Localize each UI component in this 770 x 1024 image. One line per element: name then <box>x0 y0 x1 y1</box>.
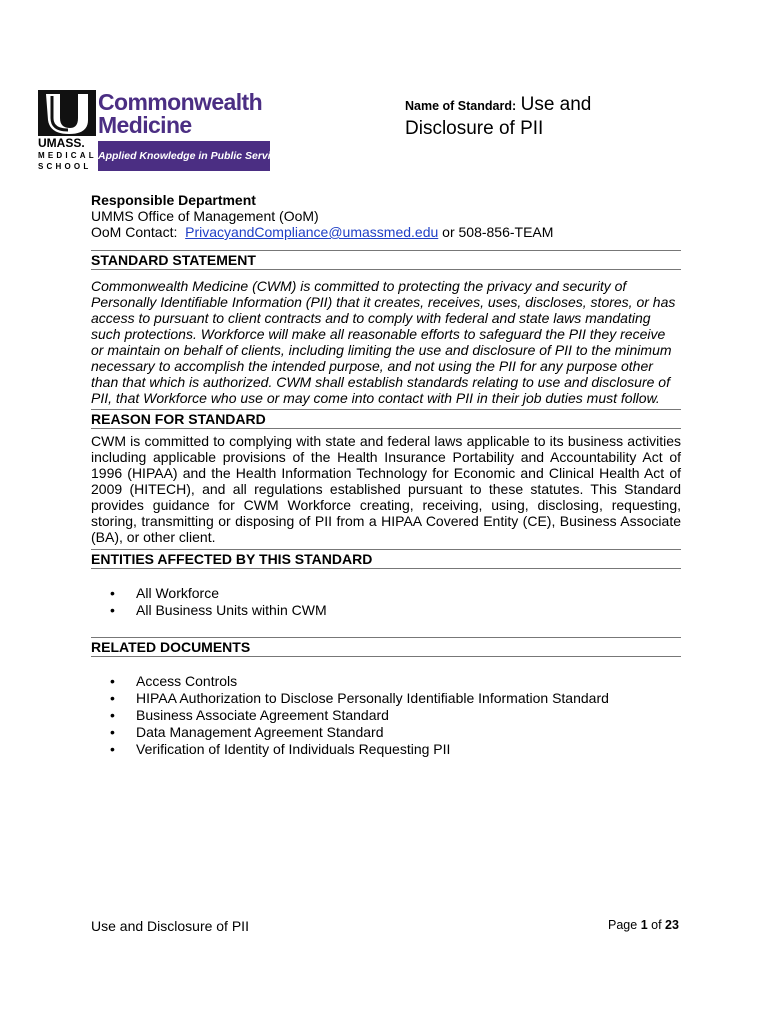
responsible-department-name: UMMS Office of Management (OoM) <box>91 208 319 224</box>
list-item: • Business Associate Agreement Standard <box>91 707 681 724</box>
reason-text: CWM is committed to complying with state and federal laws applicable to its business activities including applicable provisions of the Health Insurance Portability and Accountability Act of 1996 (HIPAA) and the Health Information Technology for Economic and Clinical Health Act of 2009 (HITECH), and all regulations established pursuant to these statutes. This Standard provides guidance for CWM Workforce creating, receiving, using, disclosing, requesting, storing, transmitting or disposing of PII from a HIPAA Covered Entity (CE), Business Associate (BA), or other client. <box>91 433 681 545</box>
contact-email-link[interactable]: PrivacyandCompliance@umassmed.edu <box>185 224 439 240</box>
standard-name-label: Name of Standard: <box>405 99 517 113</box>
standard-statement-text: Commonwealth Medicine (CWM) is committed to protecting the privacy and security of Personally Identifiable Information (PII) that it creates, receives, uses, discloses, stores, or has access to pursuant to client contracts and to comply with federal and state laws mandating such protections. Workforce will make all reasonable efforts to safeguard the PII they receive or maintain on behalf of clients, including limiting the use and disclosure of PII to the minimum necessary to accomplish the intended purpose, and not using the PII for any purpose other than that which is authorized. CWM shall establish standards relating to use and disclosure of PII, that Workforce who use or may come into contact with PII in their job duties must follow. <box>91 278 676 406</box>
logo-umass: UMASS. <box>38 136 85 150</box>
standard-title-line2: Disclosure of PII <box>405 118 544 139</box>
page-current: 1 <box>640 918 648 932</box>
page-word: Page <box>608 918 638 932</box>
responsible-department-heading: Responsible Department <box>91 192 256 208</box>
footer-title: Use and Disclosure of PII <box>91 918 249 934</box>
reason-heading: REASON FOR STANDARD <box>91 409 681 429</box>
related-documents-heading: RELATED DOCUMENTS <box>91 637 681 657</box>
logo-medical-school: MEDICAL SCHOOL <box>38 151 97 171</box>
contact-suffix: or 508-856-TEAM <box>442 224 554 240</box>
page-total: 23 <box>665 918 679 932</box>
logo-tagline: Applied Knowledge in Public Service <box>98 141 270 171</box>
entities-heading: ENTITIES AFFECTED BY THIS STANDARD <box>91 549 681 569</box>
list-item: • All Business Units within CWM <box>91 602 681 619</box>
list-item: • Data Management Agreement Standard <box>91 724 681 741</box>
standard-name <box>405 94 735 140</box>
contact-prefix: OoM Contact: <box>91 224 178 240</box>
list-item: • All Workforce <box>91 585 681 602</box>
page-number <box>608 918 679 932</box>
entities-list <box>91 585 681 619</box>
logo-word-commonwealth: Commonwealth <box>98 89 263 115</box>
standard-title-line1: Use and <box>520 94 592 115</box>
related-documents-list <box>91 673 681 758</box>
cwm-logo <box>38 88 283 174</box>
list-item: • Access Controls <box>91 673 681 690</box>
list-item: • Verification of Identity of Individuals Requesting PII <box>91 741 681 758</box>
umass-u-mark-icon <box>38 88 98 138</box>
document-body <box>91 192 681 758</box>
standard-statement-heading: STANDARD STATEMENT <box>91 250 681 270</box>
logo-word-medicine: Medicine <box>98 112 192 138</box>
list-item: • HIPAA Authorization to Disclose Personally Identifiable Information Standard <box>91 690 681 707</box>
page-of: of <box>651 918 662 932</box>
oom-contact-line <box>91 224 681 240</box>
